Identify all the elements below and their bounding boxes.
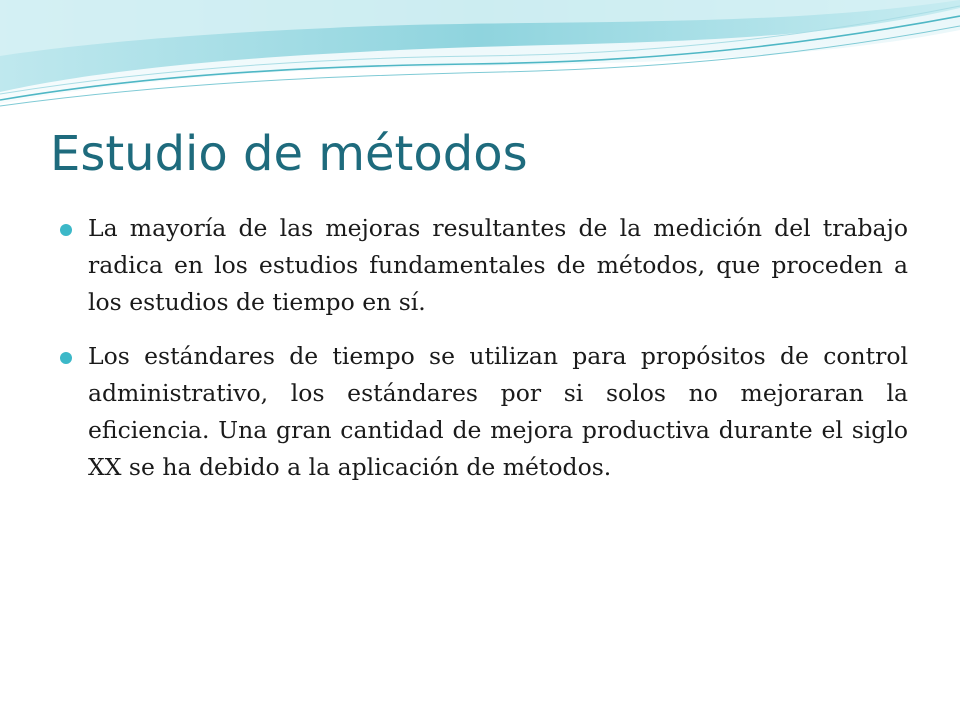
bullet-item <box>60 338 908 486</box>
bullet-text: La mayoría de las mejoras resultantes de la medición del trabajo radica en los estudios fundamentales de métodos, que proceden a los estudios de tiempo en sí. <box>88 214 908 316</box>
slide-title: Estudio de métodos <box>50 126 528 182</box>
bullet-dot-icon <box>60 352 72 364</box>
bullet-text: Los estándares de tiempo se utilizan para propósitos de control administrativo, los estándares por si solos no mejoraran la eficiencia. Una gran cantidad de mejora productiva durante el siglo XX se ha debido a la aplicación de métodos. <box>88 342 908 481</box>
bullet-item <box>60 210 908 321</box>
bullet-dot-icon <box>60 224 72 236</box>
bullet-list <box>60 210 908 503</box>
top-wave-decoration <box>0 0 960 120</box>
